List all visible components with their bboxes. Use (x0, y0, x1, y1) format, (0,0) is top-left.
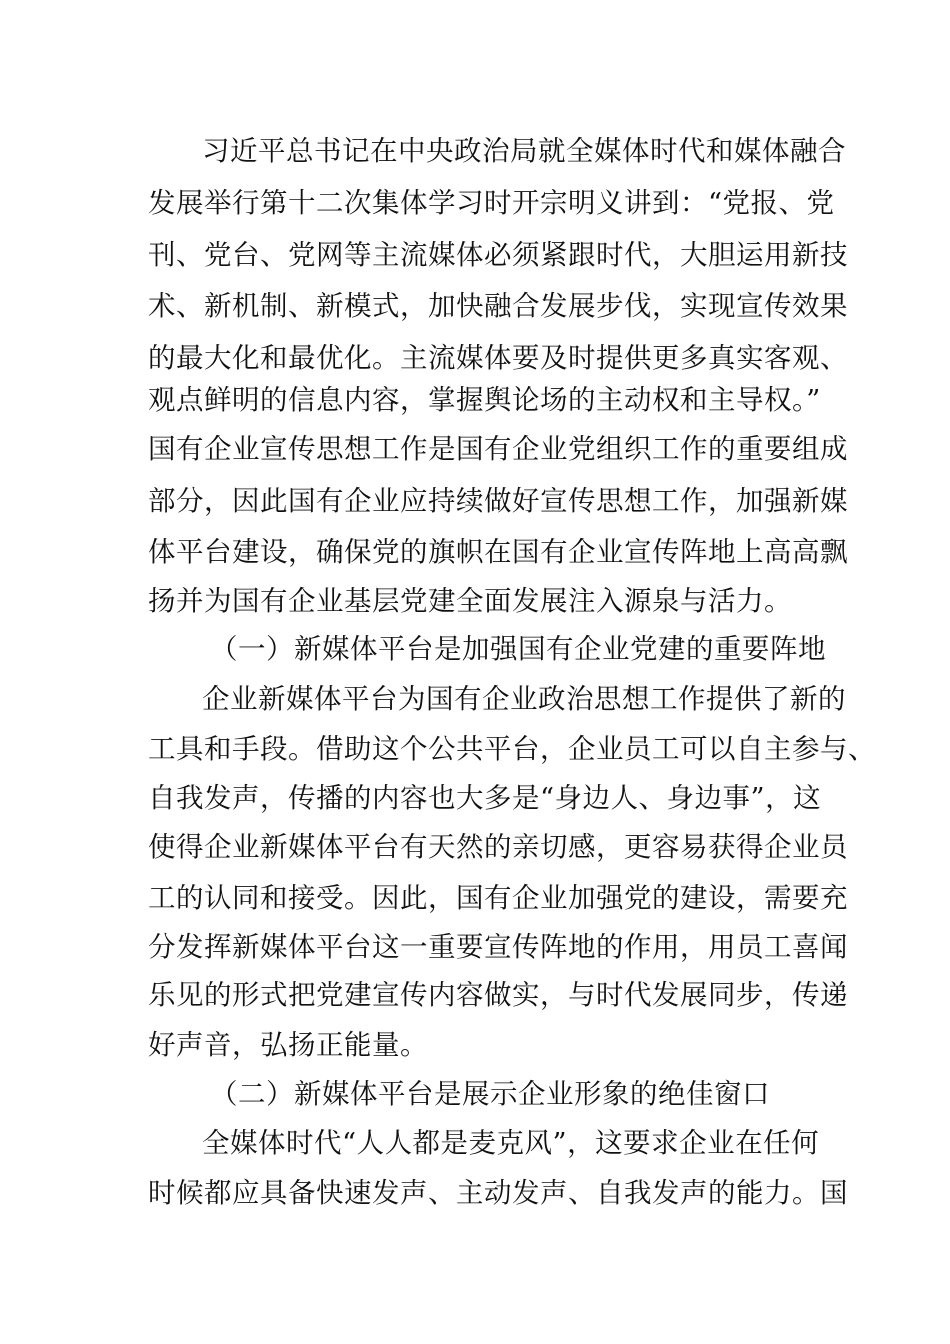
paragraph-line: 发展举行第十二次集体学习时开宗明义讲到：“党报、党 (148, 187, 835, 219)
paragraph-line: 部分，因此国有企业应持续做好宣传思想工作，加强新媒 (148, 485, 848, 517)
paragraph-line: 国有企业宣传思想工作是国有企业党组织工作的重要组成 (148, 433, 848, 465)
paragraph-line: 习近平总书记在中央政治局就全媒体时代和媒体融合 (202, 135, 846, 167)
paragraph-line: 的最大化和最优化。主流媒体要及时提供更多真实客观、 (148, 342, 848, 374)
paragraph-line: 刊、党台、党网等主流媒体必须紧跟时代，大胆运用新技 (148, 239, 848, 271)
paragraph-line: 乐见的形式把党建宣传内容做实，与时代发展同步，传递 (148, 979, 848, 1011)
paragraph-line: 分发挥新媒体平台这一重要宣传阵地的作用，用员工喜闻 (148, 931, 848, 963)
paragraph-line: 自我发声，传播的内容也大多是“身边人、身边事”，这 (148, 782, 822, 814)
paragraph-line: 使得企业新媒体平台有天然的亲切感，更容易获得企业员 (148, 831, 848, 863)
paragraph-line: 体平台建设，确保党的旗帜在国有企业宣传阵地上高高飘 (148, 536, 848, 568)
paragraph-line: 好声音，弘扬正能量。 (148, 1029, 428, 1061)
paragraph-line: 观点鲜明的信息内容，掌握舆论场的主动权和主导权。” (148, 384, 821, 416)
paragraph-line: 企业新媒体平台为国有企业政治思想工作提供了新的 (202, 683, 846, 715)
paragraph-line: 术、新机制、新模式，加快融合发展步伐，实现宣传效果 (148, 290, 848, 322)
section-heading-1: （一）新媒体平台是加强国有企业党建的重要阵地 (210, 633, 826, 665)
section-heading-2: （二）新媒体平台是展示企业形象的绝佳窗口 (210, 1078, 770, 1110)
paragraph-line: 时候都应具备快速发声、主动发声、自我发声的能力。国 (148, 1177, 848, 1209)
paragraph-line: 工的认同和接受。因此，国有企业加强党的建设，需要充 (148, 882, 848, 914)
paragraph-line: 全媒体时代“人人都是麦克风”，这要求企业在任何 (202, 1127, 820, 1159)
paragraph-line: 工具和手段。借助这个公共平台，企业员工可以自主参与、 (148, 733, 876, 765)
paragraph-line: 扬并为国有企业基层党建全面发展注入源泉与活力。 (148, 585, 792, 617)
